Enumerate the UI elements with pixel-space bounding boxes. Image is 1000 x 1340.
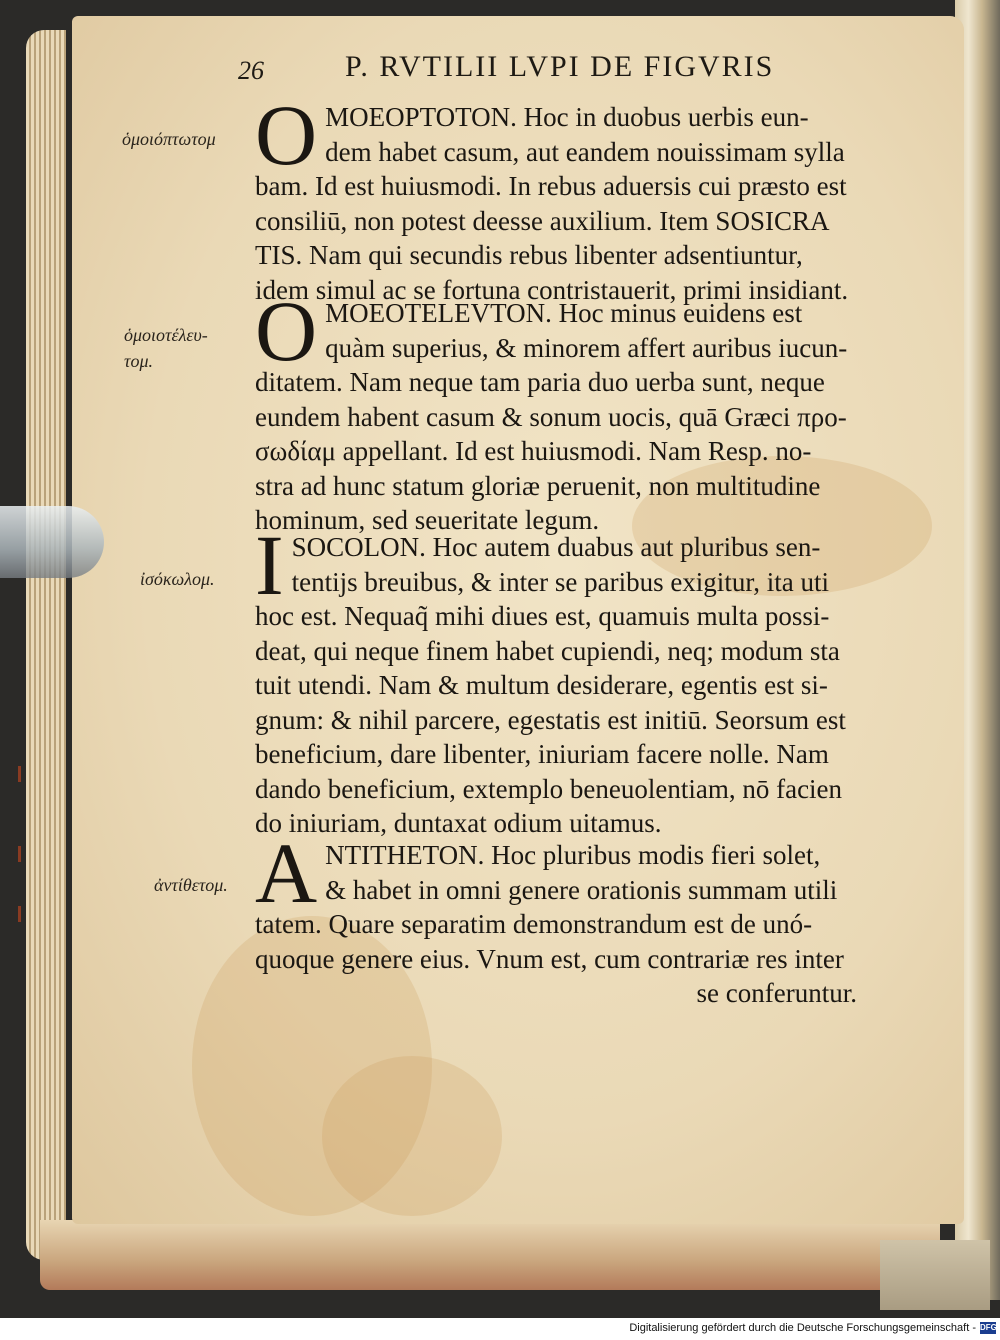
- text-line: SOCOLON. Hoc autem duabus aut pluribus sen-: [291, 532, 821, 562]
- text-line: ditatem. Nam neque tam paria duo uerba sunt, neque: [255, 367, 825, 397]
- drop-initial: A: [255, 825, 318, 921]
- margin-note: ἰσόκωλομ.: [140, 569, 215, 589]
- page-edge-mark: [18, 846, 21, 862]
- text-line: tatem. Quare separatim demonstrandum est de unó-: [255, 909, 813, 939]
- page-edges-left: [26, 30, 66, 1260]
- text-line: hominum, sed seueritate legum.: [255, 505, 600, 535]
- text-line: & habet in omni genere orationis summam utili: [325, 874, 838, 905]
- text-line: bam. Id est huiusmodi. In rebus aduersis cui præsto est: [255, 171, 847, 201]
- text-line: stra ad hunc statum gloriæ peruenit, non multitudine: [255, 470, 821, 501]
- paragraph-antitheton: [255, 825, 865, 1011]
- text-line: dando beneficium, extemplo beneuolentiam, nō facien: [255, 773, 843, 804]
- binding-corner: [880, 1240, 990, 1310]
- text-line: eundem habent casum & sonum uocis, quā Græci προ-: [255, 401, 847, 432]
- text-line: dem habet casum, aut eandem nouissimam sylla: [325, 136, 845, 167]
- water-stain: [322, 1056, 502, 1216]
- text-line: deat, qui neque finem habet cupiendi, neq; modum sta: [255, 635, 840, 666]
- funding-credit: Digitalisierung gefördert durch die Deutsche Forschungsgemeinschaft -: [629, 1322, 976, 1334]
- dfg-logo: DFG: [980, 1323, 997, 1332]
- margin-note: ἀντίθετομ.: [154, 875, 228, 895]
- text-line: NTITHETON. Hoc pluribus modis fieri solet,: [325, 840, 821, 870]
- text-line: se conferuntur.: [696, 978, 857, 1008]
- text-line: beneficium, dare libenter, iniuriam facere nolle. Nam: [255, 739, 829, 769]
- text-line: hoc est. Nequaq̃ mihi diues est, quamuis multa possi-: [255, 601, 830, 631]
- text-line: consiliū, non potest deesse auxilium. Item SOSICRA: [255, 205, 830, 236]
- text-line: tuit utendi. Nam & multum desiderare, egentis est si-: [255, 670, 828, 700]
- running-title: P. RVTILII LVPI DE FIGVRIS: [345, 50, 775, 83]
- text-line: idem simul ac se fortuna contristauerit, primi insidiant.: [255, 274, 849, 305]
- page-number: 26: [238, 56, 264, 85]
- page-edge-mark: [18, 766, 21, 782]
- text-line: gnum: & nihil parcere, egestatis est initiū. Seorsum est: [255, 704, 846, 735]
- text-line: MOEOTELEVTON. Hoc minus euidens est: [325, 298, 803, 328]
- page-edges-bottom: [40, 1220, 940, 1290]
- drop-initial: O: [255, 283, 318, 379]
- text-line: quàm superius, & minorem affert auribus iucun-: [325, 332, 848, 363]
- margin-note: ὁμοιοτέλευ- τομ.: [124, 325, 208, 371]
- text-line: σωδίαμ appellant. Id est huiusmodi. Nam Resp. no-: [255, 436, 812, 466]
- page-edge-mark: [18, 906, 21, 922]
- text-line: MOEOPTOTON. Hoc in duobus uerbis eun-: [325, 102, 809, 132]
- text-line: TIS. Nam qui secundis rebus libenter adsentiuntur,: [255, 240, 803, 270]
- text-line: tentijs breuibus, & inter se paribus exigitur, ita uti: [291, 566, 829, 597]
- drop-initial: I: [255, 517, 284, 613]
- text-line: do iniuriam, duntaxat odium uitamus.: [255, 808, 662, 838]
- drop-initial: O: [255, 87, 318, 183]
- glass-page-clip: [0, 506, 104, 578]
- text-line: quoque genere eius. Vnum est, cum contrariæ res inter: [255, 943, 844, 974]
- paragraph-homoeoptoton: [255, 87, 865, 307]
- margin-note: ὁμοιόπτωτομ: [122, 129, 216, 149]
